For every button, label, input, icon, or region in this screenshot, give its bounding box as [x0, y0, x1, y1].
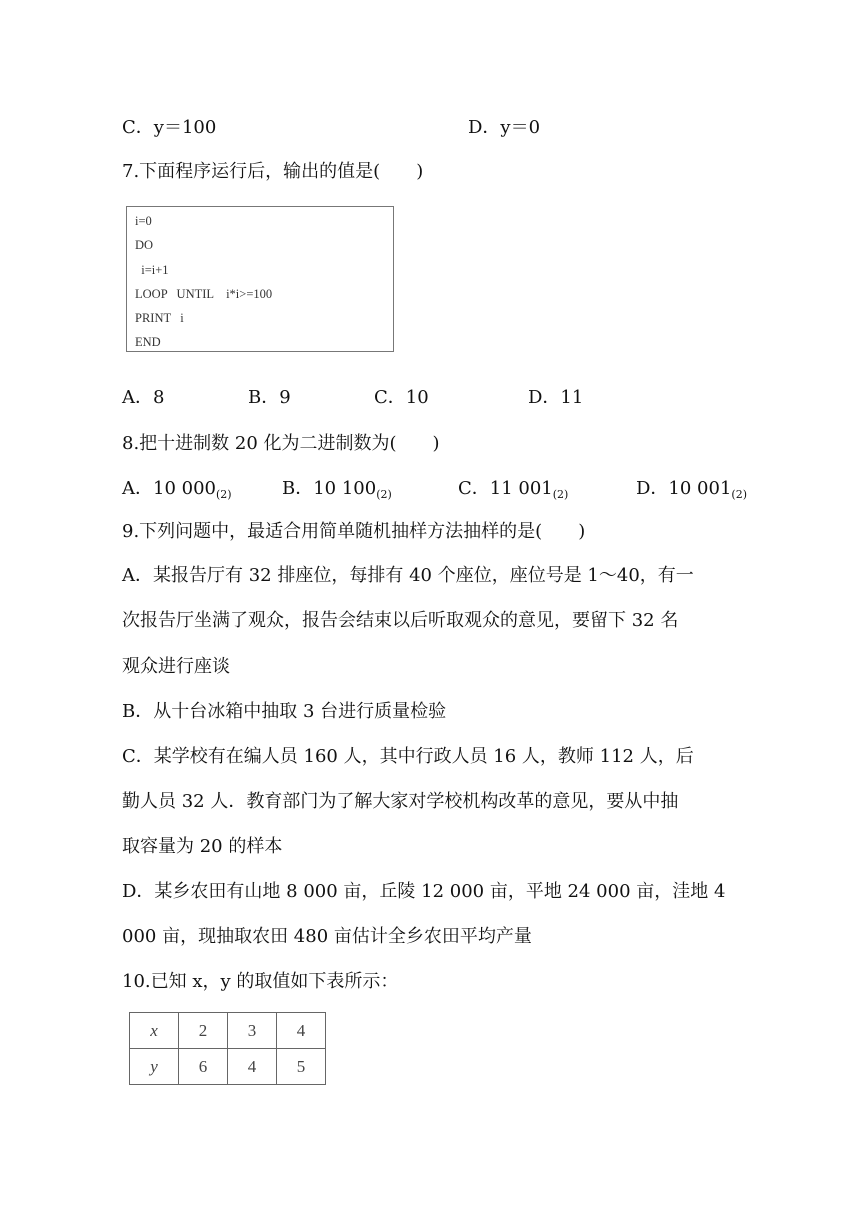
code-line: i=i+1: [135, 262, 169, 277]
table-cell: 2: [179, 1013, 228, 1049]
q9-option-c-cont: 取容量为 20 的样本: [122, 836, 283, 857]
q8-option-b: B．10 $100_{(2)}$: [282, 478, 392, 501]
q9-option-d-cont: 000 亩，现抽取农田 480 亩估计全乡农田平均产量: [122, 926, 532, 947]
q7-option-d: D．11: [528, 387, 584, 408]
q7-option-b: B．9: [248, 387, 291, 408]
q9-option-b: B．从十台冰箱中抽取 3 台进行质量检验: [122, 701, 447, 722]
code-line: DO: [135, 238, 154, 253]
q9-stem: 9.下列问题中，最适合用简单随机抽样方法抽样的是( ): [122, 521, 586, 542]
code-line: PRINT i: [135, 311, 184, 326]
q8-option-c: C．11 $001_{(2)}$: [458, 478, 569, 501]
q7-code-box: [126, 206, 394, 352]
q7-stem: 7.下面程序运行后，输出的值是( ): [122, 161, 424, 182]
q9-option-a: A．某报告厅有 32 排座位，每排有 40 个座位，座位号是 1～40，有一: [122, 565, 694, 586]
table-row: [130, 1049, 326, 1085]
q9-option-d: D．某乡农田有山地 8 000 亩，丘陵 12 000 亩，平地 24 000 亩，洼地 4: [122, 881, 726, 902]
q6-option-c: C．y＝100: [122, 117, 217, 138]
code-line: END: [135, 335, 161, 350]
table-cell: 5: [277, 1049, 326, 1085]
table-cell: 4: [228, 1049, 277, 1085]
code-line: i=0: [135, 214, 152, 228]
q7-option-c: C．10: [374, 387, 429, 408]
code-line: LOOP UNTIL i*i>=100: [135, 286, 273, 301]
q7-option-a: A．8: [122, 387, 165, 408]
table-cell: 3: [228, 1013, 277, 1049]
q9-option-a-cont: 次报告厅坐满了观众，报告会结束以后听取观众的意见，要留下 32 名: [122, 610, 679, 631]
q10-stem: 10.已知 x，y 的取值如下表所示：: [122, 971, 399, 992]
table-cell: y: [130, 1049, 179, 1085]
q9-option-c: C．某学校有在编人员 160 人，其中行政人员 16 人，教师 112 人，后: [122, 746, 694, 767]
q8-option-d: D．10 $001_{(2)}$: [636, 478, 748, 501]
table-cell: 4: [277, 1013, 326, 1049]
table-cell: x: [130, 1013, 179, 1049]
xy-table: [129, 1012, 326, 1085]
table-cell: 6: [179, 1049, 228, 1085]
q9-option-a-cont: 观众进行座谈: [122, 656, 230, 677]
q6-option-d: D．y＝0: [468, 117, 541, 138]
q8-stem: 8.把十进制数 20 化为二进制数为( ): [122, 433, 440, 454]
q9-option-c-cont: 勤人员 32 人．教育部门为了解大家对学校机构改革的意见，要从中抽: [122, 791, 679, 812]
table-row: [130, 1013, 326, 1049]
q8-option-a: A．10 $000_{(2)}$: [122, 478, 232, 501]
